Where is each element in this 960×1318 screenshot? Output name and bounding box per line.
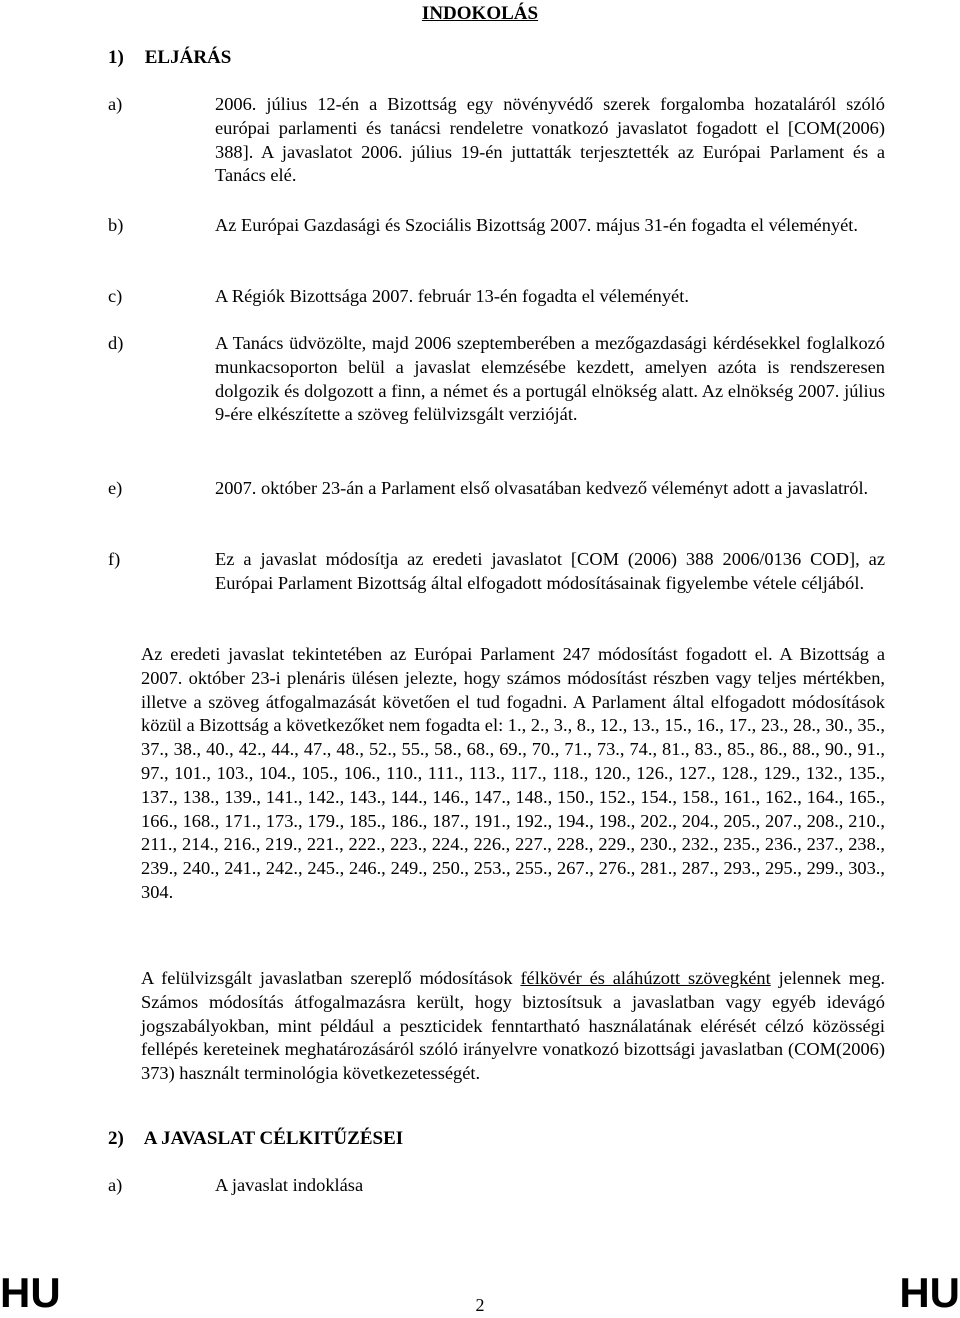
section-number: 2) [108, 1128, 124, 1149]
item-label: b) [108, 215, 124, 235]
item-text: A Tanács üdvözölte, majd 2006 szeptemberében a mezőgazdasági kérdésekkel foglalkozó munkacsoporton belül a javaslat elemzésébe kezdett, amelyen azóta is rendszeresen dolgozik és dolgozott a finn, a német és a portugál elnökség alatt. Az elnökség 2007. július 9-ére elkészítette a szöveg felülvizsgált verzióját. [215, 333, 885, 425]
language-code-right: HU [899, 1269, 960, 1316]
item-text: 2007. október 23-án a Parlament első olvasatában kedvező véleményt adott a javaslatról. [215, 478, 869, 498]
item-label: a) [108, 94, 123, 114]
list-item-c [108, 285, 885, 309]
list-item-e [108, 477, 885, 501]
section-title: ELJÁRÁS [144, 47, 232, 68]
paragraph-revised-proposal: A felülvizsgált javaslatban szereplő módosítások félkövér és aláhúzott szövegként jelennek meg. Számos módosítás átfogalmazásra került, hogy biztosítsuk a javaslatban vagy egyéb idevágó jogszabályokban, mint például a peszticidek fenntartható használatának elérését célzó közösségi fellépés kereteinek meghatározásáról szóló irányelvre vonatkozó bizottsági javaslatban (COM(2006) 373) használt terminológia következetességét. [141, 968, 886, 1084]
underlined-phrase: félkövér és aláhúzott szövegként [520, 968, 771, 988]
list-item-b [108, 214, 885, 238]
item-text: A javaslat indoklása [215, 1175, 364, 1195]
item-text: A Régiók Bizottsága 2007. február 13-én fogadta el véleményét. [215, 286, 689, 306]
item-text: Az Európai Gazdasági és Szociális Bizottság 2007. május 31-én fogadta el véleményét. [215, 215, 858, 235]
page-number: 2 [475, 1295, 485, 1315]
language-code-left: HU [0, 1269, 61, 1316]
item-label: a) [108, 1175, 123, 1195]
section-title: A JAVASLAT CÉLKITŰZÉSEI [143, 1128, 404, 1149]
item-text: 2006. július 12-én a Bizottság egy növényvédő szerek forgalomba hozataláról szóló európai parlamenti és tanácsi rendeletre vonatkozó javaslatot fogadott el [COM(2006) 388]. A javaslatot 2006. július 19-én juttatták terjesztették az Európai Parlament és a Tanács elé. [215, 94, 885, 186]
document-title: INDOKOLÁS [421, 3, 539, 24]
list-item-d [108, 332, 885, 427]
item-text: Ez a javaslat módosítja az eredeti javaslatot [COM (2006) 388 2006/0136 COD], az Európai Parlament Bizottság által elfogadott módosításainak figyelembe vétele céljából. [215, 549, 885, 593]
list-item-f [108, 548, 885, 596]
item-label: d) [108, 333, 124, 353]
item-label: f) [108, 549, 121, 569]
section-heading-2 [108, 1127, 403, 1151]
item-label: e) [108, 478, 123, 498]
list-item-2a [108, 1174, 885, 1198]
list-item-a [108, 93, 885, 188]
section-number: 1) [108, 47, 124, 68]
item-label: c) [108, 286, 123, 306]
section-heading-1 [108, 46, 231, 70]
paragraph-amendments: Az eredeti javaslat tekintetében az Európai Parlament 247 módosítást fogadott el. A Bizottság a 2007. október 23-i plenáris ülésen jelezte, hogy számos módosítást részben vagy teljes mértékben, illetve a szöveg átfogalmazását követően el tud fogadni. A Parlament által elfogadott módosítások közül a Bizottság a következőket nem fogadta el: 1., 2., 3., 8., 12., 13., 15., 16., 17., 23., 28., 30., 35., 37., 38., 40., 42., 44., 47., 48., 52., 55., 58., 68., 69., 70., 71., 73., 74., 81., 83., 85., 86., 88., 90., 91., 97., 101., 103., 104., 105., 106., 110., 111., 113., 117., 118., 120., 126., 127., 128., 129., 132., 135., 137., 138., 139., 141., 142., 143., 144., 146., 147., 148., 150., 152., 154., 158., 161., 162., 164., 165., 166., 168., 171., 173., 179., 185., 186., 187., 191., 192., 194., 198., 202., 204., 205., 207., 208., 210., 211., 214., 216., 219., 221., 222., 223., 224., 226., 227., 228., 229., 230., 232., 235., 236., 237., 238., 239., 240., 241., 242., 245., 246., 249., 250., 253., 255., 267., 276., 281., 287., 293., 295., 299., 303., 304. [141, 644, 885, 902]
